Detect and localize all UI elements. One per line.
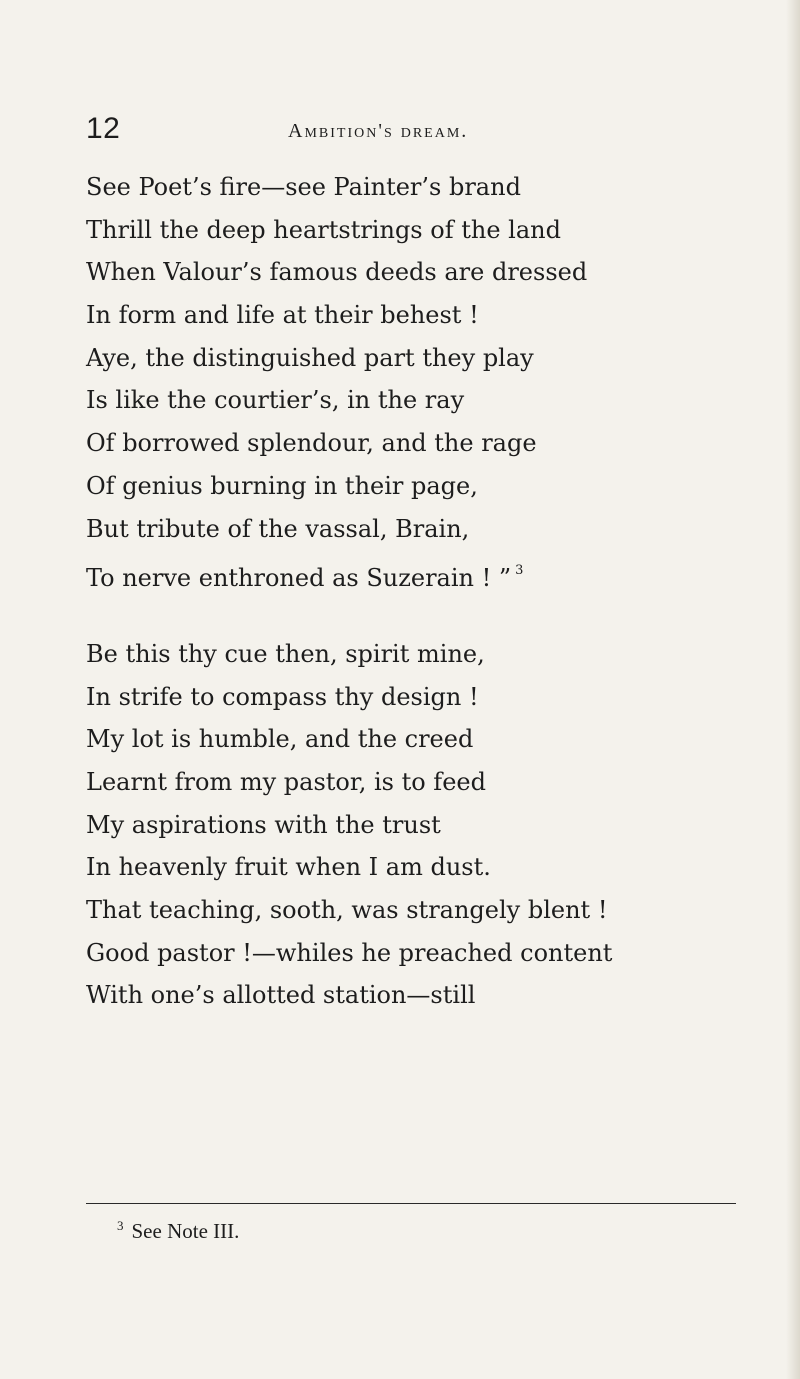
poem-line: In strife to compass thy design ! <box>86 682 479 711</box>
running-head <box>86 112 736 152</box>
poem-line: But tribute of the vassal, Brain, <box>86 514 470 543</box>
poem-line: Of borrowed splendour, and the rage <box>86 429 537 458</box>
poem-line: Be this thy cue then, spirit mine, <box>86 639 485 668</box>
poem-line: My aspirations with the trust <box>86 810 441 839</box>
footnote-text: See Note III. <box>131 1219 240 1243</box>
poem-line-with-note <box>86 550 766 593</box>
poem-line: Good pastor !—whiles he preached content <box>86 938 613 967</box>
poem-line: Thrill the deep heartstrings of the land <box>86 215 561 244</box>
poem-line: That teaching, sooth, was strangely blent ! <box>86 896 608 924</box>
poem-line: With one’s allotted station—still <box>86 981 476 1010</box>
footnote <box>117 1218 239 1244</box>
stanza-2 <box>86 633 766 1017</box>
poem-text <box>86 166 766 1017</box>
poem-line: In heavenly fruit when I am dust. <box>86 853 491 882</box>
poem-line: Is like the courtier’s, in the ray <box>86 386 465 415</box>
stanza-1 <box>86 166 766 593</box>
page-edge-shadow <box>786 0 800 1379</box>
footnote-mark: 3 <box>117 1218 124 1233</box>
running-title: ambition's dream. <box>288 120 469 142</box>
page-number: 12 <box>86 112 121 145</box>
poem-line: In form and life at their behest ! <box>86 301 479 330</box>
footnote-rule <box>86 1203 736 1204</box>
poem-line: My lot is humble, and the creed <box>86 725 474 754</box>
poem-line: Of genius burning in their page, <box>86 471 478 500</box>
poem-line: Aye, the distinguished part they play <box>86 343 534 372</box>
poem-line: Learnt from my pastor, is to feed <box>86 767 486 796</box>
poem-line-text: To nerve enthroned as Suzerain ! ” <box>86 564 512 593</box>
poem-line: See Poet’s fire—see Painter’s brand <box>86 173 521 201</box>
footnote-reference: 3 <box>515 563 524 579</box>
stanza-break <box>86 593 766 633</box>
poem-line: When Valour’s famous deeds are dressed <box>86 258 588 287</box>
